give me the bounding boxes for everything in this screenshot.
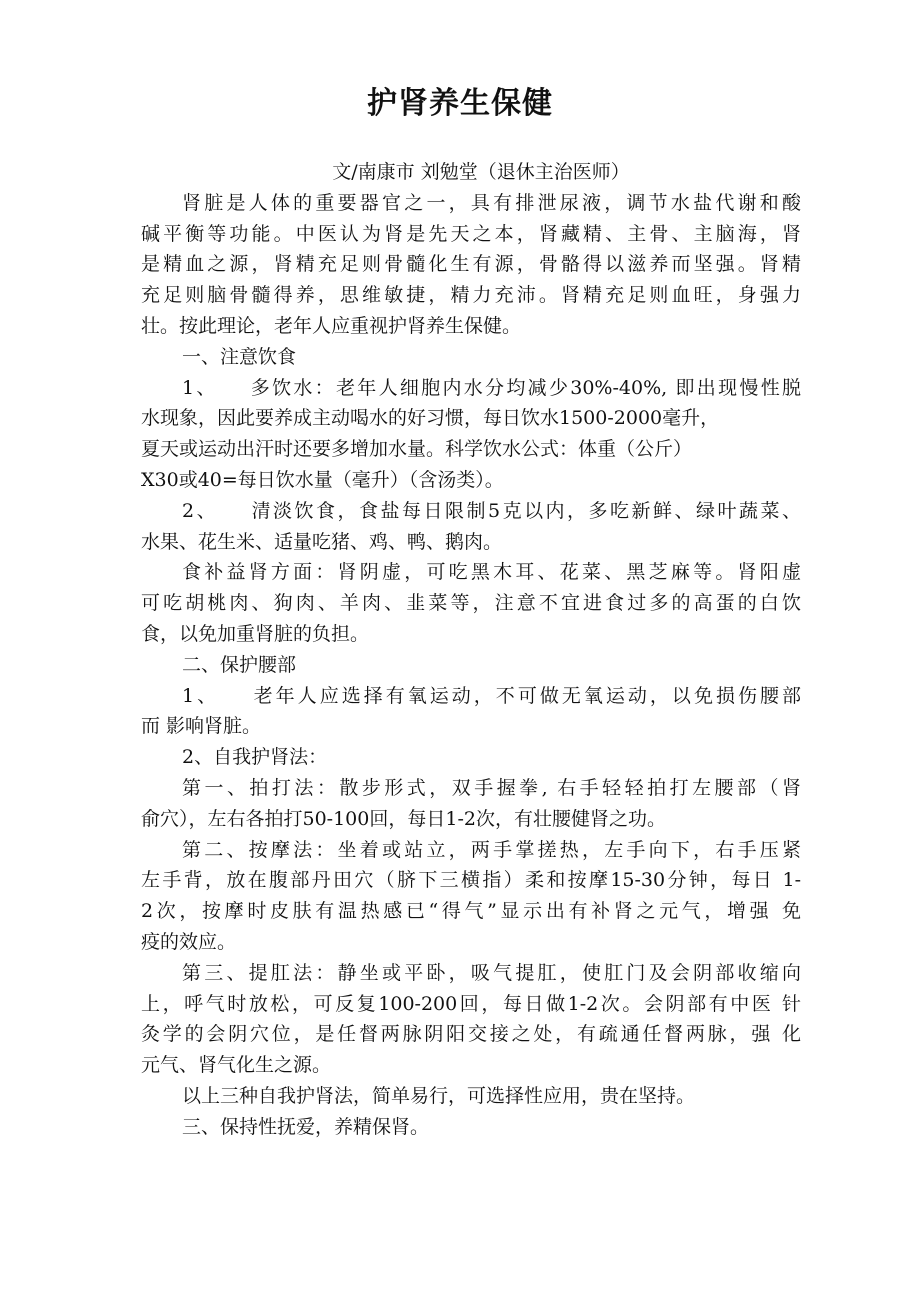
- text-line: X30或40=每日饮水量（毫升）（含汤类）。: [141, 468, 504, 491]
- text-line: 左手背，放在腹部丹田穴（脐下三横指）柔和按摩15-30分钟，每日 1-: [141, 869, 801, 892]
- text-line: 第三、提肛法：静坐或平卧，吸气提肛，使肛门及会阴部收缩向: [182, 961, 801, 984]
- text-line: 2、自我护肾法：: [182, 746, 328, 769]
- text-line: 水现象，因此要养成主动喝水的好习惯，每日饮水1500-2000毫升，: [141, 407, 720, 430]
- document-body: [141, 157, 801, 1143]
- text-line: 肾脏是人体的重要器官之一，具有排泄尿液，调节水盐代谢和酸: [182, 191, 801, 214]
- text-line: 是精血之源，肾精充足则骨髓化生有源，骨骼得以滋养而坚强。肾精: [141, 253, 801, 276]
- text-line: 水果、花生米、适量吃猪、鸡、鸭、鹅肉。: [141, 530, 503, 553]
- text-line: 第一、拍打法：散步形式，双手握拳, 右手轻轻拍打左腰部（肾: [182, 776, 801, 799]
- text-line: 俞穴），左右各拍打50-100回，每日1-2次，有壮腰健肾之功。: [141, 807, 666, 830]
- text-line: 可吃胡桃肉、狗肉、羊肉、韭菜等，注意不宜进食过多的高蛋的白饮: [141, 592, 801, 615]
- text-line: 灸学的会阴穴位，是任督两脉阴阳交接之处，有疏通任督两脉，强 化: [141, 1023, 801, 1046]
- text-line: 二、保护腰部: [182, 653, 297, 676]
- text-line: 三、保持性抚爱，养精保肾。: [182, 1115, 430, 1138]
- text-line: 壮。按此理论，老年人应重视护肾养生保健。: [141, 314, 522, 337]
- text-line: 充足则脑骨髓得养，思维敏捷，精力充沛。肾精充足则血旺，身强力: [141, 284, 801, 307]
- text-line: 而 影响肾脏。: [141, 715, 262, 738]
- document-title: 护肾养生保健: [367, 86, 553, 121]
- text-line: 碱平衡等功能。中医认为肾是先天之本，肾藏精、主骨、主脑海，肾: [141, 222, 801, 245]
- text-line: 2次，按摩时皮肤有温热感已“得气”显示出有补肾之元气，增强 免: [141, 900, 801, 923]
- text-line: 第二、按摩法：坐着或站立，两手掌搓热，左手向下，右手压紧: [182, 838, 801, 861]
- text-line: 一、注意饮食: [182, 345, 297, 368]
- byline: 文/南康市 刘勉堂（退休主治医师）: [332, 161, 630, 183]
- text-line: 夏天或运动出汗时还要多增加水量。科学饮水公式：体重（公斤）: [141, 438, 693, 461]
- text-line: 1、 老年人应选择有氧运动，不可做无氧运动，以免损伤腰部: [182, 684, 801, 707]
- text-line: 疫的效应。: [141, 930, 237, 953]
- text-line: 食，以免加重肾脏的负担。: [141, 622, 370, 645]
- text-line: 1、 多饮水：老年人细胞内水分均减少30%-40%, 即出现慢性脱: [182, 376, 801, 399]
- text-line: 上，呼气时放松，可反复100-200回，每日做1-2次。会阴部有中医 针: [141, 992, 801, 1015]
- text-line: 食补益肾方面：肾阴虚，可吃黑木耳、花菜、黑芝麻等。肾阳虚: [182, 561, 801, 584]
- text-line: 2、 清淡饮食，食盐每日限制5克以内，多吃新鲜、绿叶蔬菜、: [182, 499, 801, 522]
- text-line: 元气、肾气化生之源。: [141, 1054, 332, 1077]
- text-line: 以上三种自我护肾法，简单易行，可选择性应用，贵在坚持。: [182, 1084, 696, 1107]
